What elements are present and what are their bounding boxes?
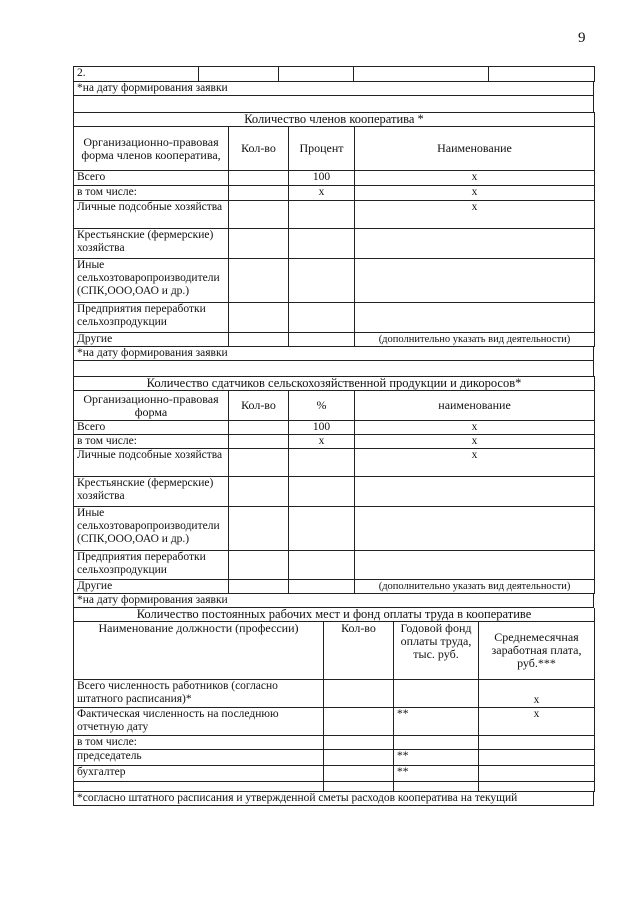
table-cell-qty xyxy=(229,435,289,449)
top-cell xyxy=(279,67,354,82)
members-table xyxy=(73,112,595,347)
table-cell-pct xyxy=(289,580,355,594)
jobs-table xyxy=(73,608,595,792)
jobs-footnote: *согласно штатного расписания и утвержденной сметы расходов кооператива на текущий xyxy=(73,792,594,806)
table-cell-pct xyxy=(289,229,355,259)
table-cell-qty xyxy=(324,750,394,766)
jobs-header-avg: Среднемесячная заработная плата, руб.*** xyxy=(479,622,595,680)
table-cell-qty xyxy=(229,551,289,580)
table-cell-name xyxy=(355,229,595,259)
table-cell-avg: х xyxy=(479,708,595,736)
table-cell-avg: х xyxy=(479,680,595,708)
table-cell-qty xyxy=(229,229,289,259)
table-cell-qty xyxy=(229,507,289,551)
table-cell-name: х xyxy=(355,449,595,477)
table-cell-pct xyxy=(289,477,355,507)
table-row-label: Иные сельхозтоваропроизводители (СПК,ООО,ОАО и др.) xyxy=(74,507,229,551)
members-header-name: Наименование xyxy=(355,127,595,171)
table-cell-name xyxy=(355,259,595,303)
table-cell-pct xyxy=(289,507,355,551)
table-row-label: в том числе: xyxy=(74,186,229,201)
table-row-label: в том числе: xyxy=(74,435,229,449)
table-cell-pct xyxy=(289,449,355,477)
table-row-label: Другие xyxy=(74,580,229,594)
table-row-label: Крестьянские (фермерские) хозяйства xyxy=(74,477,229,507)
table-cell-name xyxy=(355,507,595,551)
table-cell-pct xyxy=(289,333,355,347)
suppliers-header-form: Организационно-правовая форма xyxy=(74,391,229,421)
table-cell-qty xyxy=(229,580,289,594)
table-cell-name: х xyxy=(355,201,595,229)
table-cell-pct: 100 xyxy=(289,421,355,435)
jobs-title: Количество постоянных рабочих мест и фонд оплаты труда в кооперативе xyxy=(74,608,595,622)
members-footnote: *на дату формирования заявки xyxy=(73,347,594,361)
table-cell-fund: ** xyxy=(394,708,479,736)
table-row-label: бухгалтер xyxy=(74,766,324,782)
table-cell-qty xyxy=(229,421,289,435)
table-cell-pct xyxy=(289,551,355,580)
table-cell-name xyxy=(355,303,595,333)
jobs-header-position: Наименование должности (профессии) xyxy=(74,622,324,680)
table-cell-pct: 100 xyxy=(289,171,355,186)
jobs-header-fund: Годовой фонд оплаты труда, тыс. руб. xyxy=(394,622,479,680)
table-cell-pct xyxy=(289,201,355,229)
date-footnote: *на дату формирования заявки xyxy=(73,82,594,96)
table-cell-fund xyxy=(394,736,479,750)
suppliers-footnote: *на дату формирования заявки xyxy=(73,594,594,608)
table-cell-name: (дополнительно указать вид деятельности) xyxy=(355,333,595,347)
table-cell-qty xyxy=(324,736,394,750)
table-row-label: Всего численность работников (согласно штатного расписания)* xyxy=(74,680,324,708)
table-row-label: Предприятия переработки сельхозпродукции xyxy=(74,303,229,333)
table-cell-qty xyxy=(324,680,394,708)
table-cell-qty xyxy=(229,186,289,201)
table-cell-fund: ** xyxy=(394,766,479,782)
table-cell-pct: х xyxy=(289,186,355,201)
table-row-label: председатель xyxy=(74,750,324,766)
members-title: Количество членов кооператива * xyxy=(74,113,595,127)
members-header-form: Организационно-правовая форма членов кооператива, xyxy=(74,127,229,171)
table-cell-avg xyxy=(479,736,595,750)
jobs-header-qty: Кол-во xyxy=(324,622,394,680)
table-cell-qty xyxy=(229,171,289,186)
table-cell-name: (дополнительно указать вид деятельности) xyxy=(355,580,595,594)
table-row-label: в том числе: xyxy=(74,736,324,750)
top-cell xyxy=(199,67,279,82)
document-body xyxy=(73,66,594,806)
table-row-label: Всего xyxy=(74,171,229,186)
table-row-label: Крестьянские (фермерские) хозяйства xyxy=(74,229,229,259)
top-table xyxy=(73,66,595,82)
suppliers-header-qty: Кол-во xyxy=(229,391,289,421)
table-cell-pct xyxy=(289,303,355,333)
table-cell-name: х xyxy=(355,421,595,435)
table-cell-fund: ** xyxy=(394,750,479,766)
suppliers-title: Количество сдатчиков сельскохозяйственной продукции и дикоросов* xyxy=(74,377,595,391)
members-header-qty: Кол-во xyxy=(229,127,289,171)
table-cell-qty xyxy=(324,708,394,736)
table-row-label: Личные подсобные хозяйства xyxy=(74,449,229,477)
top-cell xyxy=(489,67,595,82)
table-cell-qty xyxy=(229,259,289,303)
top-row-label: 2. xyxy=(74,67,199,82)
table-cell-fund xyxy=(394,680,479,708)
suppliers-header-pct: % xyxy=(289,391,355,421)
table-cell-pct: х xyxy=(289,435,355,449)
members-header-pct: Процент xyxy=(289,127,355,171)
table-cell-name: х xyxy=(355,186,595,201)
table-row-label: Предприятия переработки сельхозпродукции xyxy=(74,551,229,580)
table-cell-name xyxy=(355,477,595,507)
table-cell xyxy=(74,782,324,792)
top-cell xyxy=(354,67,489,82)
suppliers-header-name: наименование xyxy=(355,391,595,421)
table-cell-name xyxy=(355,551,595,580)
table-cell-qty xyxy=(324,766,394,782)
table-cell xyxy=(324,782,394,792)
table-cell-qty xyxy=(229,333,289,347)
table-cell-name: х xyxy=(355,435,595,449)
table-row-label: Другие xyxy=(74,333,229,347)
table-cell xyxy=(394,782,479,792)
table-row-label: Фактическая численность на последнюю отчетную дату xyxy=(74,708,324,736)
table-cell-qty xyxy=(229,201,289,229)
table-cell-avg xyxy=(479,766,595,782)
table-cell-name: х xyxy=(355,171,595,186)
table-cell-qty xyxy=(229,449,289,477)
table-cell-qty xyxy=(229,303,289,333)
table-row-label: Личные подсобные хозяйства xyxy=(74,201,229,229)
table-cell-avg xyxy=(479,750,595,766)
table-cell-pct xyxy=(289,259,355,303)
table-row-label: Иные сельхозтоваропроизводители (СПК,ООО,ОАО и др.) xyxy=(74,259,229,303)
table-row-label: Всего xyxy=(74,421,229,435)
page-number: 9 xyxy=(578,30,586,46)
suppliers-table xyxy=(73,376,595,594)
table-cell-qty xyxy=(229,477,289,507)
table-cell xyxy=(479,782,595,792)
